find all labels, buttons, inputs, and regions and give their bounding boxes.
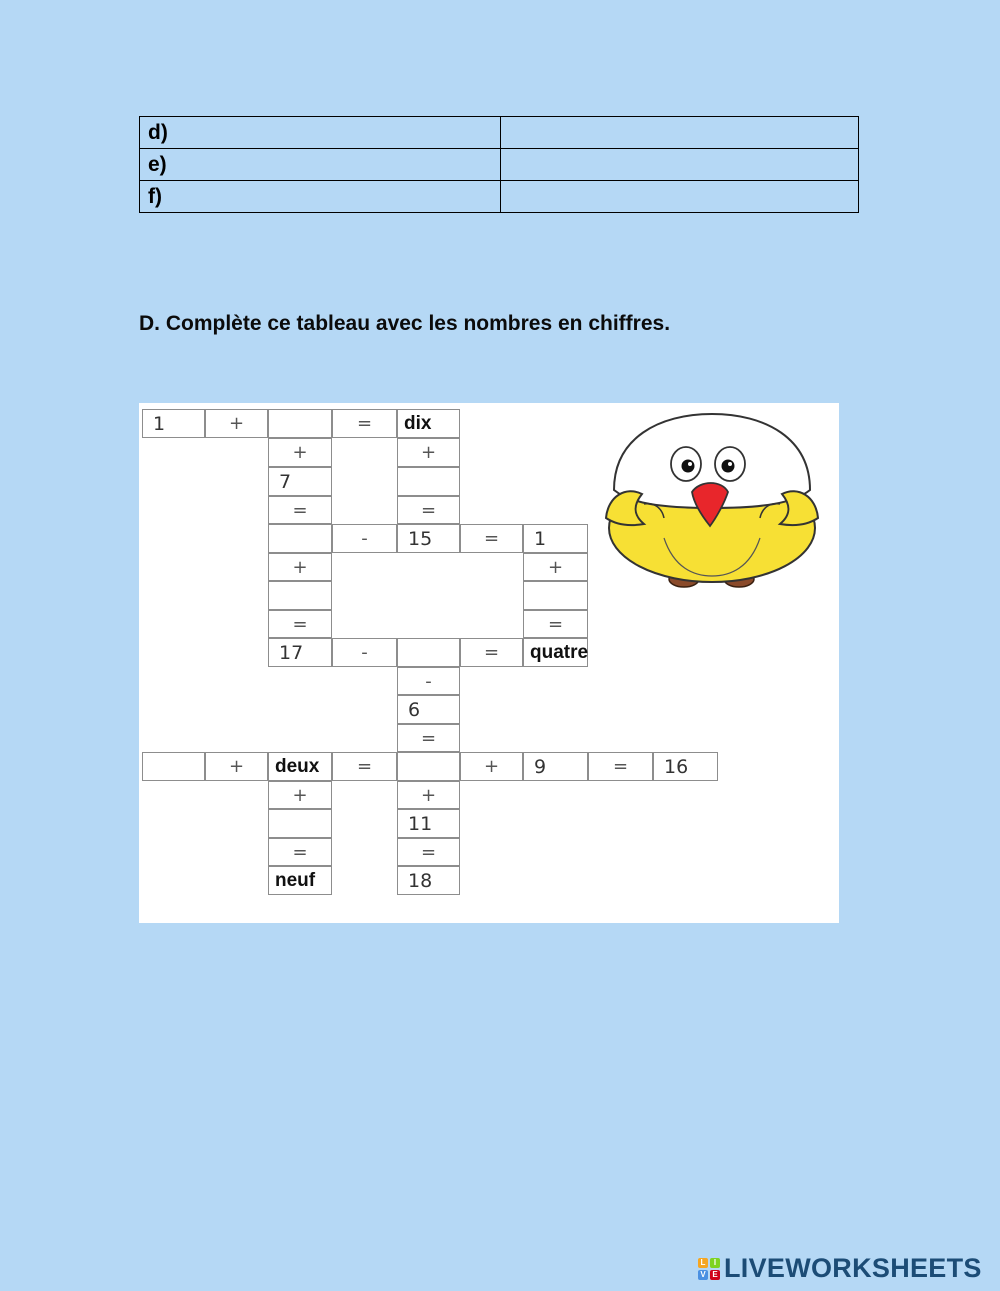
puzzle-input-cell[interactable]: [142, 752, 205, 781]
plus-sign: +: [460, 752, 523, 781]
word-cell-deux: deux: [268, 752, 332, 781]
crossnumber-puzzle: [139, 403, 839, 923]
answer-cell-e[interactable]: [501, 149, 859, 181]
answer-cell-d[interactable]: [501, 117, 859, 149]
puzzle-input-cell[interactable]: [268, 581, 332, 610]
logo-letter: L: [698, 1258, 708, 1268]
word-cell-quatre: quatre: [523, 638, 588, 667]
plus-sign: +: [397, 781, 460, 809]
row-label-e: e): [140, 149, 501, 181]
puzzle-cell: 18: [397, 866, 460, 895]
equals-sign: =: [460, 524, 523, 553]
minus-sign: -: [332, 638, 397, 667]
plus-sign: +: [268, 438, 332, 467]
puzzle-cell: 15: [397, 524, 460, 553]
equals-sign: =: [588, 752, 653, 781]
answer-table: [139, 116, 859, 213]
plus-sign: +: [523, 553, 588, 581]
plus-sign: +: [205, 409, 268, 438]
brand-name: LIVEWORKSHEETS: [724, 1253, 982, 1283]
puzzle-cell: 1: [142, 409, 205, 438]
bird-illustration: [604, 408, 829, 593]
equals-sign: =: [460, 638, 523, 667]
equals-sign: =: [268, 610, 332, 638]
puzzle-cell: 9: [523, 752, 588, 781]
equals-sign: =: [397, 724, 460, 752]
puzzle-input-cell[interactable]: [268, 409, 332, 438]
table-row: [140, 117, 859, 149]
puzzle-cell: 6: [397, 695, 460, 724]
plus-sign: +: [205, 752, 268, 781]
answer-cell-f[interactable]: [501, 181, 859, 213]
plus-sign: +: [397, 438, 460, 467]
puzzle-input-cell[interactable]: [268, 809, 332, 838]
row-label-d: d): [140, 117, 501, 149]
puzzle-input-cell[interactable]: [397, 638, 460, 667]
equals-sign: =: [397, 838, 460, 866]
liveworksheets-logo: [698, 1253, 982, 1284]
minus-sign: -: [332, 524, 397, 553]
table-row: [140, 181, 859, 213]
puzzle-input-cell[interactable]: [397, 752, 460, 781]
puzzle-cell: 1: [523, 524, 588, 553]
puzzle-cell: 11: [397, 809, 460, 838]
equals-sign: =: [268, 496, 332, 524]
puzzle-cell: 7: [268, 467, 332, 496]
plus-sign: +: [268, 781, 332, 809]
logo-letter: V: [698, 1270, 708, 1280]
row-label-f: f): [140, 181, 501, 213]
puzzle-cell: 16: [653, 752, 718, 781]
logo-letter: E: [710, 1270, 720, 1280]
equals-sign: =: [332, 752, 397, 781]
brand-logo-icon: [698, 1258, 720, 1280]
word-cell-dix: dix: [397, 409, 460, 438]
table-row: [140, 149, 859, 181]
logo-letter: I: [710, 1258, 720, 1268]
plus-sign: +: [268, 553, 332, 581]
puzzle-input-cell[interactable]: [523, 581, 588, 610]
equals-sign: =: [268, 838, 332, 866]
instruction-text: D. Complète ce tableau avec les nombres en chiffres.: [139, 312, 671, 335]
word-cell-neuf: neuf: [268, 866, 332, 895]
minus-sign: -: [397, 667, 460, 695]
puzzle-input-cell[interactable]: [268, 524, 332, 553]
puzzle-input-cell[interactable]: [397, 467, 460, 496]
equals-sign: =: [397, 496, 460, 524]
equals-sign: =: [523, 610, 588, 638]
equals-sign: =: [332, 409, 397, 438]
puzzle-cell: 17: [268, 638, 332, 667]
